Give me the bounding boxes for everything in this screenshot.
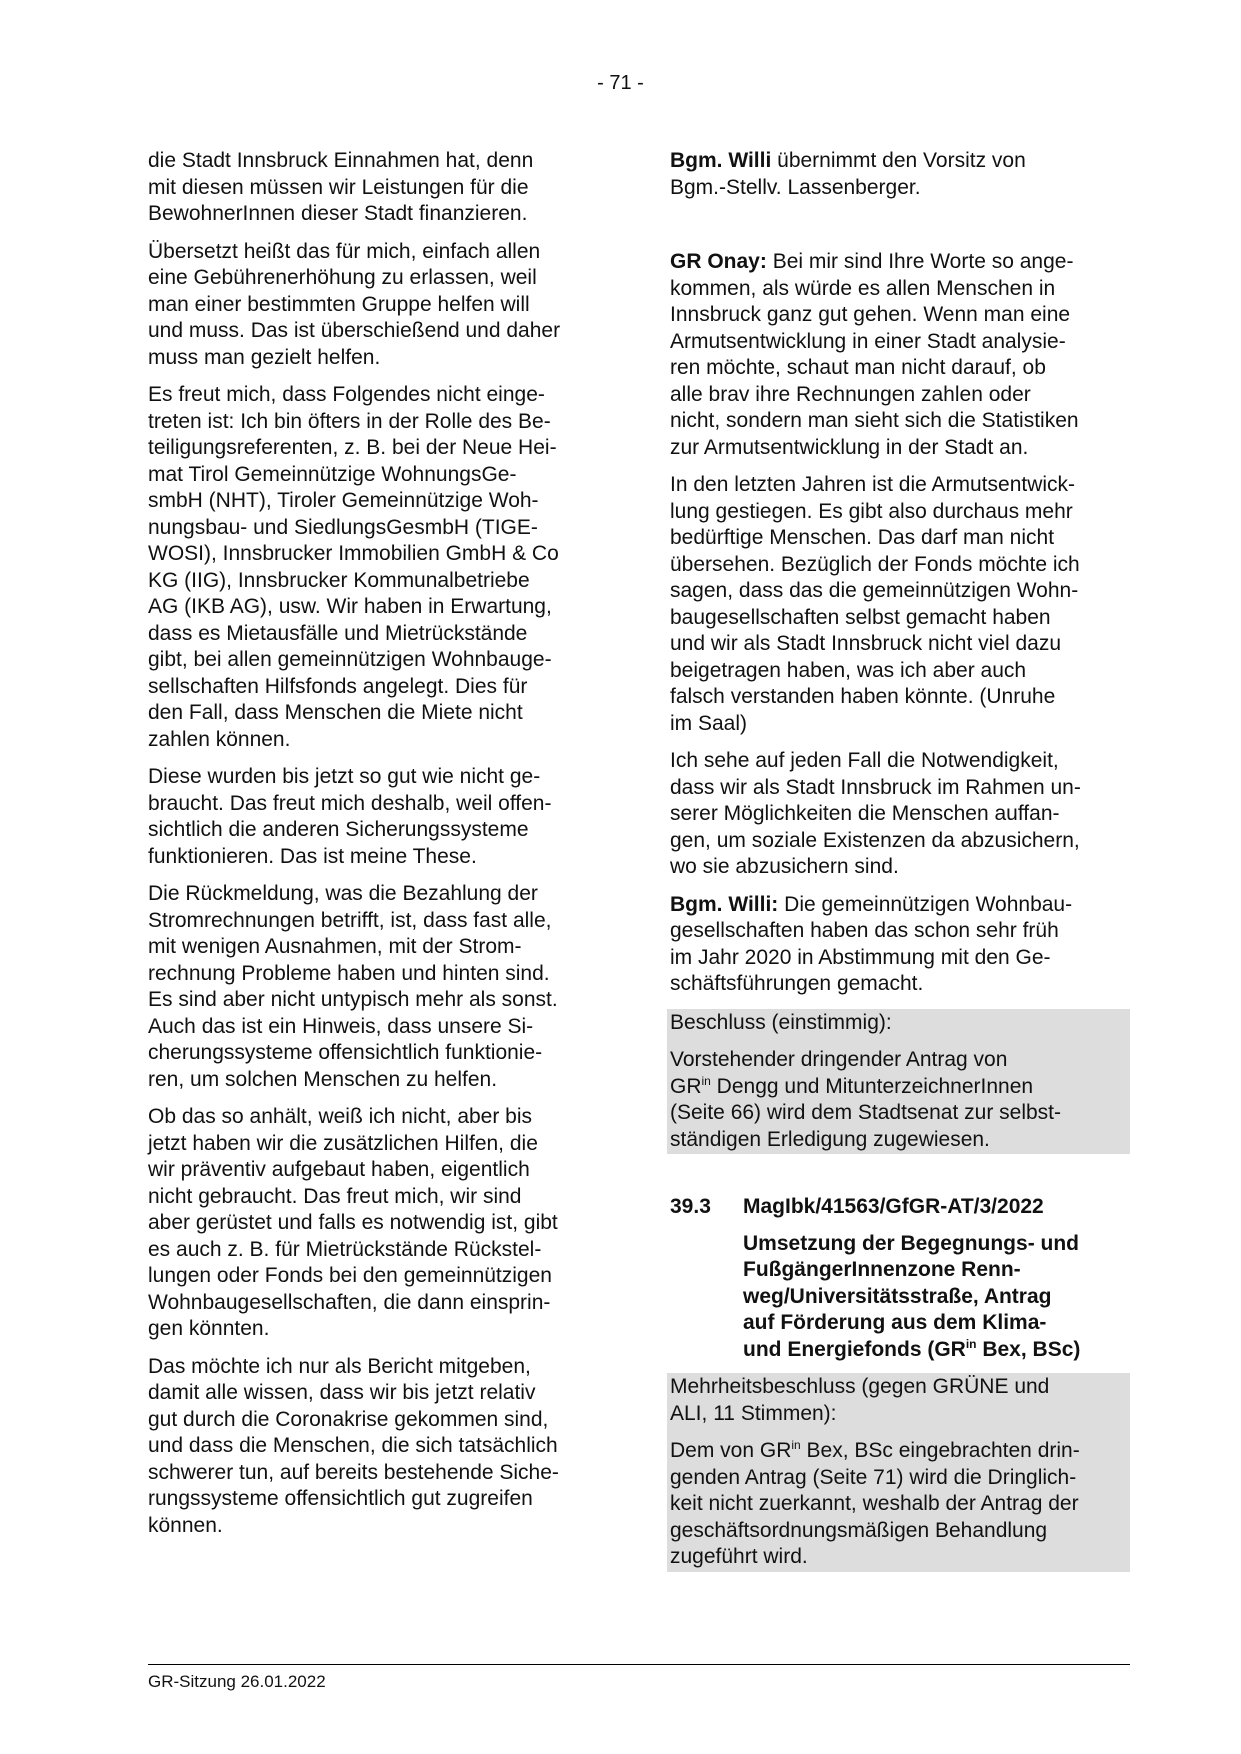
resolution-text: Vorstehender dringender Antrag von $GR^{in}$ Dengg und MitunterzeichnerInnen (Seite 66) wird dem Stadtsenat zur selbst- ständigen Erledigung zugewiesen. (670, 1048, 1062, 1151)
paragraph: die Stadt Innsbruck Einnahmen hat, denn mit diesen müssen wir Leistungen für die BewohnerInnen dieser Stadt finanzieren. (148, 149, 534, 225)
resolution-box (667, 1373, 1130, 1572)
agenda-item-reference: MagIbk/41563/GfGR-AT/3/2022 (743, 1195, 1044, 1218)
resolution-heading: Mehrheitsbeschluss (gegen GRÜNE und ALI, 11 Stimmen): (670, 1375, 1050, 1425)
paragraph: Ich sehe auf jeden Fall die Notwendigkeit, dass wir als Stadt Innsbruck im Rahmen un- serer Möglichkeiten die Menschen auffan- gen, um soziale Existenzen da abzusichern, wo sie abzusichern sind. (670, 749, 1081, 878)
willi-paragraph (670, 892, 1130, 998)
paragraph-text: übernimmt den Vorsitz von Bgm.-Stellv. Lassenberger. (670, 149, 1026, 199)
onay-paragraph (670, 249, 1130, 461)
speaker-name: Bgm. Willi: (670, 892, 779, 916)
footer-divider (148, 1664, 1130, 1665)
speaker-name: Bgm. Willi (670, 149, 772, 172)
resolution-box (667, 1009, 1130, 1155)
agenda-item-number: 39.3 (670, 1195, 711, 1218)
resolution-text: Dem von $GR^{in}$ Bex, BSc eingebrachten drin- genden Antrag (Seite 71) wird die Dringlich- keit nicht zuerkannt, weshalb der Antrag der geschäftsordnungsmäßigen Behandlung zugeführt wird. (670, 1438, 1080, 1568)
resolution-heading: Beschluss (einstimmig): (670, 1010, 892, 1034)
paragraph: Es freut mich, dass Folgendes nicht einge- treten ist: Ich bin öfters in der Rolle des Be- teiligungsreferenten, z. B. bei der Neue Hei- mat Tirol Gemeinnützige WohnungsGe- smbH (NHT), Tiroler Gemeinnützige Woh- nungsbau- und SiedlungsGesmbH (TIGE- WOSI), Innsbrucker Immobilien GmbH & Co KG (IIG), Innsbrucker Kommunalbetriebe AG (IKB AG), usw. Wir haben in Erwartung, dass es Mietausfälle und Mietrückstände gibt, bei allen gemeinnützigen Wohnbauge- sellschaften Hilfsfonds angelegt. Dies für den Fall, dass Menschen die Miete nicht zahlen können. (148, 383, 559, 751)
paragraph: Das möchte ich nur als Bericht mitgeben, damit alle wissen, dass wir bis jetzt relativ gut durch die Coronakrise gekommen sind, und dass die Menschen, die sich tatsächlich schwerer tun, auf bereits bestehende Siche- rungssysteme offensichtlich gut zugreifen können. (148, 1354, 559, 1537)
paragraph: Die Rückmeldung, was die Bezahlung der Stromrechnungen betrifft, ist, dass fast alle, mit wenigen Ausnahmen, mit der Strom- rechnung Probleme haben und hinten sind. Es sind aber nicht untypisch mehr als sonst. Auch das ist ein Hinweis, dass unsere Si- cherungssysteme offensichtlich funktionie- ren, um solchen Menschen zu helfen. (148, 882, 558, 1091)
left-column (148, 148, 610, 1550)
chair-change-paragraph (670, 148, 1130, 201)
right-column (670, 148, 1130, 1572)
speaker-name: GR Onay: (670, 250, 767, 273)
paragraph-text: Bei mir sind Ihre Worte so ange- kommen, als würde es allen Menschen in Innsbruck ganz gut gehen. Wenn man eine Armutsentwicklung in einer Stadt analysie- ren möchte, schaut man nicht darauf, ob alle brav ihre Rechnungen zahlen oder nicht, sondern man sieht sich die Statistiken zur Armutsentwicklung in der Stadt an. (670, 250, 1079, 459)
agenda-item-title: Umsetzung der Begegnungs- und FußgängerInnenzone Renn- weg/Universitätsstraße, Antrag auf Förderung aus dem Klima- und Energiefonds ($GR^{in}$ Bex, BSc) (743, 1231, 1081, 1361)
paragraph: Diese wurden bis jetzt so gut wie nicht ge- braucht. Das freut mich deshalb, weil offen- sichtlich die anderen Sicherungssysteme funktionieren. Das ist meine These. (148, 765, 552, 868)
paragraph-text: Die gemeinnützigen Wohnbau- gesellschaften haben das schon sehr früh im Jahr 2020 in Abstimmung mit den Ge- schäftsführungen gemacht. (670, 892, 1073, 995)
agenda-item (670, 1194, 1130, 1363)
page-number: - 71 - (597, 72, 644, 94)
footer-text: GR-Sitzung 26.01.2022 (148, 1672, 326, 1691)
paragraph: Ob das so anhält, weiß ich nicht, aber bis jetzt haben wir die zusätzlichen Hilfen, die wir präventiv aufgebaut haben, eigentlich nicht gebraucht. Das freut mich, wir sind aber gerüstet und falls es notwendig ist, gibt es auch z. B. für Mietrückstände Rückstel- lungen oder Fonds bei den gemeinnützigen Wohnbaugesellschaften, die dann einsprin- gen könnten. (148, 1105, 558, 1340)
paragraph: Übersetzt heißt das für mich, einfach allen eine Gebührenerhöhung zu erlassen, weil man einer bestimmten Gruppe helfen will und muss. Das ist überschießend und daher muss man gezielt helfen. (148, 239, 561, 369)
paragraph: In den letzten Jahren ist die Armutsentwick- lung gestiegen. Es gibt also durchaus mehr bedürftige Menschen. Das darf man nicht übersehen. Bezüglich der Fonds möchte ich sagen, dass das die gemeinnützigen Wohn- baugesellschaften selbst gemacht haben und wir als Stadt Innsbruck nicht viel dazu beigetragen haben, was ich aber auch falsch verstanden haben könnte. (Unruhe im Saal) (670, 473, 1080, 735)
